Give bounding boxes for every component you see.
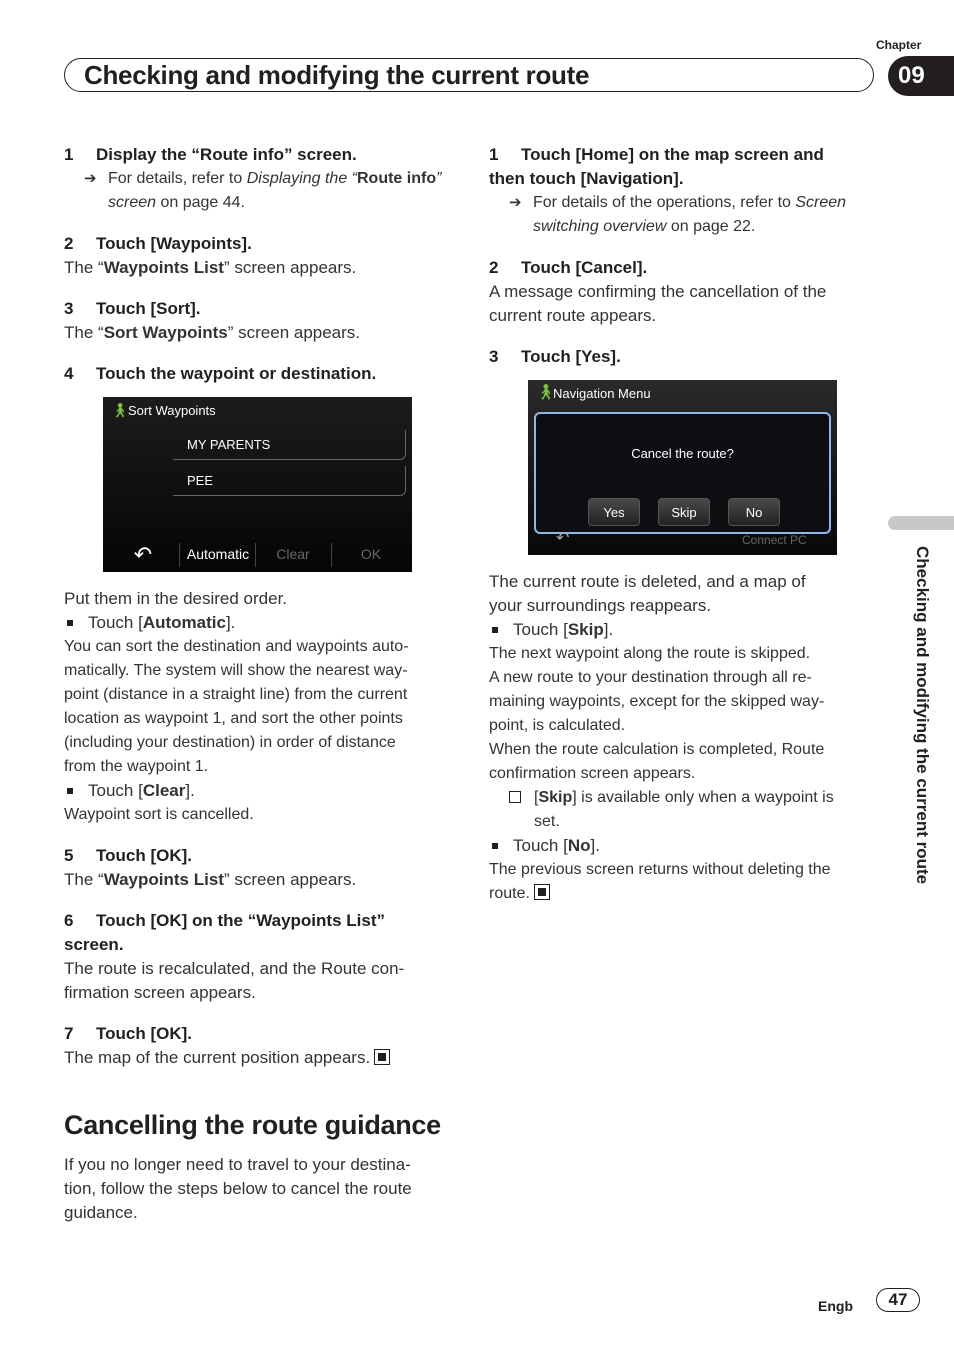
end-mark-icon [534, 884, 550, 900]
waypoint-row[interactable]: PEE [173, 466, 406, 496]
right-step-3: 3 Touch [Yes]. [489, 347, 621, 366]
step-5-result: The “Waypoints List” screen appears. [64, 870, 357, 889]
side-title: Checking and modifying the current route [913, 546, 932, 885]
reference-note: ➔ For details, refer to Displaying the “Route info” screen on page 44. [64, 167, 454, 215]
navigation-person-icon: 🚶︎ [111, 402, 129, 418]
arrow-bullet-icon: ➔ [84, 170, 97, 187]
right-step-1-cont: then touch [Navigation]. [489, 169, 684, 188]
page-number: 47 [876, 1288, 920, 1312]
screen-title: Sort Waypoints [128, 403, 216, 418]
section-title: Cancelling the route guidance [64, 1110, 441, 1140]
right-step-2-result: A message confirming the cancellation of the current route appears. [489, 282, 827, 325]
step-6-cont: screen. [64, 935, 124, 954]
skip-note: [Skip] is available only when a waypoint is set. [489, 786, 879, 834]
step-6: 6 Touch [OK] on the “Waypoints List” [64, 911, 385, 930]
bullet-no: Touch [No]. [489, 834, 879, 858]
step-3-result: The “Sort Waypoints” screen appears. [64, 323, 361, 342]
skip-button[interactable]: Skip [658, 498, 710, 526]
right-column [489, 143, 879, 369]
waypoint-row[interactable]: MY PARENTS [173, 430, 406, 460]
step-7: 7 Touch [OK]. [64, 1024, 192, 1043]
clear-description: Waypoint sort is cancelled. [64, 806, 254, 823]
cancel-dialog [534, 412, 831, 534]
arrow-bullet-icon: ➔ [509, 194, 522, 211]
navigation-menu-screenshot [528, 380, 837, 555]
chapter-number: 09 [888, 56, 954, 96]
left-column [64, 143, 454, 386]
back-arrow-icon: ↶ [556, 530, 570, 547]
bottom-bar [103, 537, 412, 572]
navigation-person-icon: 🚶︎ [536, 384, 556, 401]
step-2-result: The “Waypoints List” screen appears. [64, 258, 357, 277]
right-step-1: 1 Touch [Home] on the map screen and [489, 145, 824, 164]
bullet-skip: Touch [Skip]. [489, 618, 879, 642]
section-intro: If you no longer need to travel to your destina- tion, follow the steps below to cancel the route guidance. [64, 1155, 412, 1222]
no-description: The previous screen returns without deleting the route. [489, 861, 831, 902]
bullet-automatic: Touch [Automatic]. [64, 611, 454, 635]
right-column-2 [489, 570, 879, 906]
sort-waypoints-screenshot [103, 397, 412, 572]
end-mark-icon [374, 1049, 390, 1065]
note-box-icon [509, 791, 521, 803]
result-text: The current route is deleted, and a map of your surroundings reappears. [489, 572, 806, 615]
screen-title: Navigation Menu [553, 386, 651, 401]
dialog-question: Cancel the route? [631, 446, 734, 461]
footer-language: Engb [818, 1298, 853, 1314]
step-7-result: The map of the current position appears. [64, 1046, 454, 1070]
chapter-label: Chapter [876, 38, 922, 52]
right-step-2: 2 Touch [Cancel]. [489, 258, 648, 277]
yes-button[interactable]: Yes [588, 498, 640, 526]
step-5: 5 Touch [OK]. [64, 846, 192, 865]
no-button[interactable]: No [728, 498, 780, 526]
automatic-description: You can sort the destination and waypoints auto- matically. The system will show the nearest way- point (distance in a straight line) from the current location as waypoint 1, and sort the other points (including your destination) in order of distance from the waypoint 1. [64, 638, 409, 775]
skip-description: The next waypoint along the route is skipped. A new route to your destination through all re- maining waypoints, except for the skipped way- point, is calculated. When the route calculation is completed, Route confirmation screen appears. [489, 645, 825, 782]
step-3: 3 Touch [Sort]. [64, 299, 201, 318]
automatic-button[interactable]: Automatic [186, 546, 250, 562]
side-tab [888, 516, 954, 530]
step-4: 4 Touch the waypoint or destination. [64, 364, 377, 383]
step-1: 1 Display the “Route info” screen. [64, 145, 357, 164]
back-arrow-icon[interactable]: ↶ [133, 542, 153, 567]
page-title: Checking and modifying the current route [84, 60, 590, 90]
clear-button[interactable]: Clear [276, 546, 310, 562]
connect-pc-label: Connect PC [742, 533, 807, 547]
step-6-result: The route is recalculated, and the Route con- firmation screen appears. [64, 959, 405, 1002]
reference-note: ➔ For details of the operations, refer to Screen switching overview on page 22. [489, 191, 879, 239]
ok-button[interactable]: OK [360, 546, 382, 562]
left-column-2 [64, 587, 454, 1070]
step-2: 2 Touch [Waypoints]. [64, 234, 252, 253]
instruction: Put them in the desired order. [64, 589, 288, 608]
bullet-clear: Touch [Clear]. [64, 779, 454, 803]
